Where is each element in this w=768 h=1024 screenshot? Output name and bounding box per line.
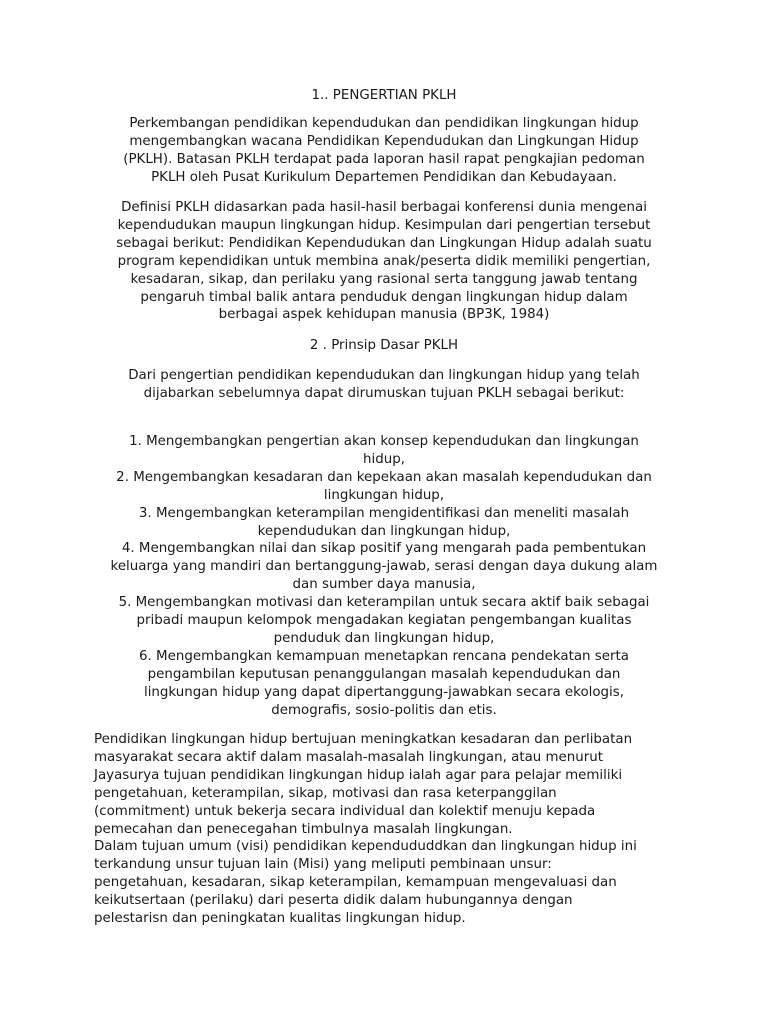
paragraph-line: Dari pengertian pendidikan kependudukan dan lingkungan hidup yang telah: [128, 368, 640, 383]
paragraph-line: kesadaran, sikap, dan perilaku yang rasional serta tanggung jawab tentang: [130, 271, 638, 287]
paragraph-line: (commitment) untuk bekerja secara individual dan kolektif menuju kepada: [94, 803, 596, 819]
paragraph-line: kependudukan maupun lingkungan hidup. Kesimpulan dari pengertian tersebut: [117, 217, 651, 233]
paragraph-line: masyarakat secara aktif dalam masalah-masalah lingkungan, atau menurut: [94, 749, 604, 765]
paragraph-line: pengetahuan, keterampilan, sikap, motivasi dan rasa keterpanggilan: [94, 785, 557, 801]
paragraph-line: (PKLH). Batasan PKLH terdapat pada laporan hasil rapat pengkajian pedoman: [123, 151, 645, 167]
list-item: [90, 469, 678, 505]
paragraph-line: Perkembangan pendidikan kependudukan dan pendidikan lingkungan hidup: [129, 116, 639, 131]
list-item: [90, 648, 678, 720]
heading-text: 2 . Prinsip Dasar PKLH: [309, 338, 459, 353]
list-item-line: lingkungan hidup,: [323, 487, 445, 503]
closing-paragraph: [94, 731, 694, 928]
list-item: [90, 540, 678, 594]
heading-text: 1.. PENGERTIAN PKLH: [311, 88, 457, 103]
list-item-line: 3. Mengembangkan keterampilan mengidentifikasi dan meneliti masalah: [138, 505, 630, 521]
list-item-line: 4. Mengembangkan nilai dan sikap positif yang mengarah pada pembentukan: [121, 541, 647, 557]
list-item-line: 2. Mengembangkan kesadaran dan kepekaan akan masalah kependudukan dan: [116, 469, 652, 485]
list-item-line: kependudukan dan lingkungan hidup,: [257, 523, 511, 539]
list-item-line: pribadi maupun kelompok mengadakan kegiatan pengembangan kualitas: [136, 613, 632, 629]
objectives-list: [90, 433, 678, 720]
paragraph-line: pengetahuan, kesadaran, sikap keterampilan, kemampuan mengevaluasi dan: [94, 875, 617, 891]
list-item-line: penduduk dan lingkungan hidup,: [273, 630, 495, 646]
paragraph-line: Jayasurya tujuan pendidikan lingkungan hidup ialah agar para pelajar memiliki: [94, 767, 623, 783]
paragraph-line: mengembangkan wacana Pendidikan Kependudukan dan Lingkungan Hidup: [129, 133, 639, 149]
paragraph-line: program kependidikan untuk membina anak/peserta didik memiliki pengertian,: [117, 253, 651, 269]
paragraph-line: keikutsertaan (perilaku) dari peserta didik dalam hubungannya dengan: [94, 893, 573, 909]
list-item-line: 5. Mengembangkan motivasi dan keterampilan untuk secara aktif baik sebagai: [118, 595, 650, 611]
paragraph-line: Pendidikan lingkungan hidup bertujuan meningkatkan kesadaran dan perlibatan: [94, 732, 633, 747]
list-item: [90, 433, 678, 469]
paragraph-line: berbagai aspek kehidupan manusia (BP3K, 1984): [218, 307, 550, 323]
paragraph-line: pemecahan dan penecegahan timbulnya masalah lingkungan.: [94, 821, 513, 837]
list-item-line: 1. Mengembangkan pengertian akan konsep kependudukan dan lingkungan: [129, 434, 639, 449]
list-item-line: lingkungan hidup yang dapat dipertanggung-jawabkan secara ekologis,: [143, 684, 625, 700]
list-item-line: hidup,: [363, 451, 405, 467]
paragraph-line: pelestarisn dan peningkatan kualitas lingkungan hidup.: [94, 911, 466, 927]
paragraph-line: Definisi PKLH didasarkan pada hasil-hasil berbagai konferensi dunia mengenai: [121, 200, 647, 215]
list-item-line: demografis, sosio-politis dan etis.: [271, 702, 497, 718]
list-item-line: keluarga yang mandiri dan bertanggung-jawab, serasi dengan daya dukung alam: [110, 559, 658, 575]
section-2-intro: [90, 367, 678, 403]
paragraph-line: Dalam tujuan umum (visi) pendidikan kependududdkan dan lingkungan hidup ini: [94, 839, 637, 855]
list-item-line: pengambilan keputusan penanggulangan masalah kependudukan dan: [147, 666, 621, 682]
list-item: [90, 505, 678, 541]
list-item-line: dan sumber daya manusia,: [292, 577, 476, 593]
section-1-paragraph-1: [90, 115, 678, 187]
section-2-heading: [90, 337, 678, 355]
section-1-heading: [90, 87, 678, 105]
paragraph-line: sebagai berikut: Pendidikan Kependudukan dan Lingkungan Hidup adalah suatu: [116, 235, 652, 251]
paragraph-line: PKLH oleh Pusat Kurikulum Departemen Pendidikan dan Kebudayaan.: [151, 169, 617, 185]
paragraph-line: pengaruh timbal balik antara penduduk dengan lingkungan hidup dalam: [140, 289, 628, 305]
section-1-paragraph-2: [90, 199, 678, 324]
list-item: [90, 594, 678, 648]
list-item-line: 6. Mengembangkan kemampuan menetapkan rencana pendekatan serta: [139, 648, 629, 664]
paragraph-line: dijabarkan sebelumnya dapat dirumuskan tujuan PKLH sebagai berikut:: [143, 385, 625, 401]
paragraph-line: terkandung unsur tujuan lain (Misi) yang meliputi pembinaan unsur:: [94, 857, 552, 873]
